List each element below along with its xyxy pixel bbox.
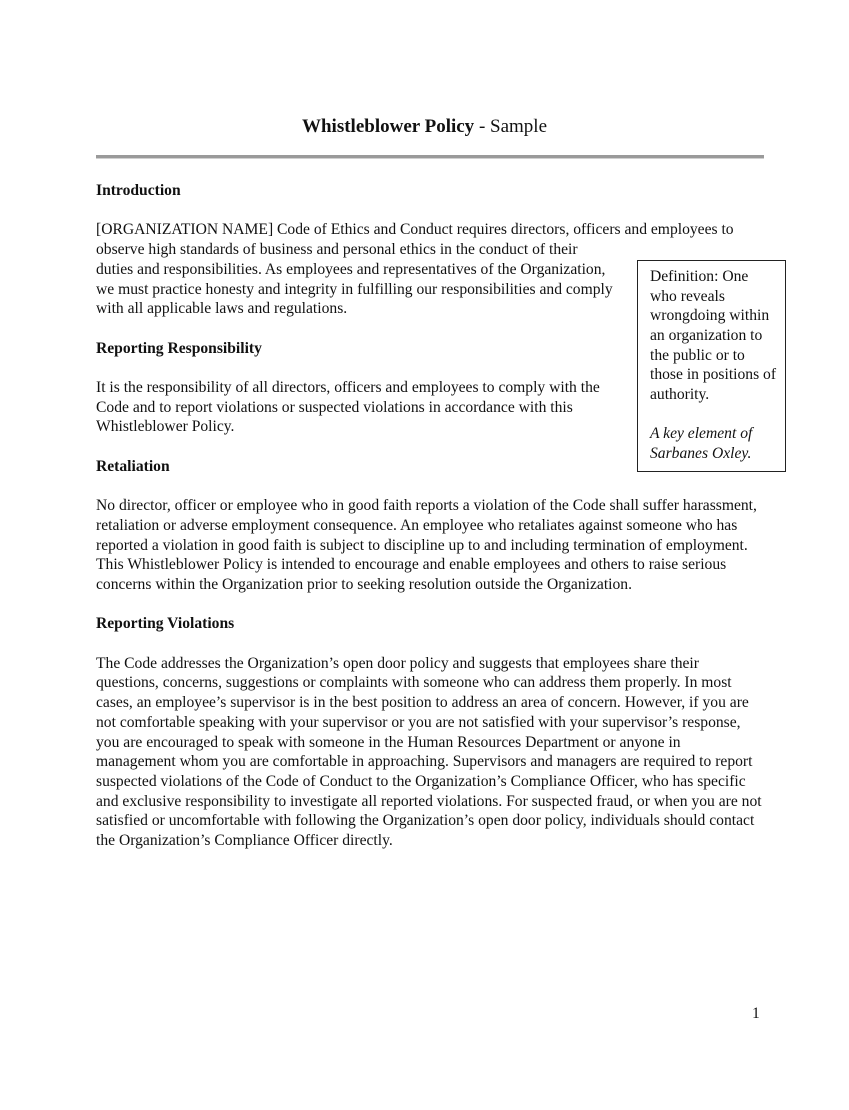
title-main: Whistleblower Policy [301,116,475,137]
reporting-responsibility-paragraph: It is the responsibility of all directors, officers and employees to comply with the Code and to report violations or suspected violations in accordance with this Whistleblower Policy. [96,378,600,436]
title-divider [96,155,764,159]
document-body [96,181,777,870]
retaliation-paragraph: No director, officer or employee who in good faith reports a violation of the Code shall suffer harassment, retaliation or adverse employment consequence. An employee who retaliates against someone who has reported a violation in good faith is subject to discipline up to and including termination of employment. This Whistleblower Policy is intended to encourage and enable employees and others to raise serious concerns within the Organization prior to seeking resolution outside the Organization. [96,497,757,593]
definition-callout-box [637,260,786,472]
section-heading-retaliation: Retaliation [96,457,170,475]
callout-note: A key element of Sarbanes Oxley. [650,425,753,463]
title-suffix: - Sample [474,116,548,137]
page-number: 1 [752,1005,760,1022]
callout-definition: Definition: One who reveals wrongdoing within an organization to the public or to those in positions of authority. [650,267,777,404]
introduction-text-line2: duties and responsibilities. As employees and representatives of the Organization, we must practice honesty and integrity in fulfilling our responsibilities and comply with all applicable laws and regulations. [96,260,613,318]
introduction-text-line1: [ORGANIZATION NAME] Code of Ethics and Conduct requires directors, officers and employees to observe high standards of business and personal ethics in the conduct of their [96,221,734,259]
document-title [0,116,849,138]
reporting-violations-paragraph: The Code addresses the Organization’s open door policy and suggests that employees share their questions, concerns, suggestions or complaints with someone who can address them properly. In most cases, an employee’s supervisor is in the best position to address an area of concern. However, if you are not comfortable speaking with your supervisor or you are not satisfied with your supervisor’s response, you are encouraged to speak with someone in the Human Resources Department or anyone in management whom you are comfortable in approaching. Supervisors and managers are required to report suspected violations of the Code of Conduct to the Organization’s Compliance Officer, who has specific and exclusive responsibility to investigate all reported violations. For suspected fraud, or when you are not satisfied or uncomfortable with following the Organization’s open door policy, individuals should contact the Organization’s Compliance Officer directly. [96,654,762,850]
introduction-paragraph [96,220,764,259]
section-heading-reporting-responsibility: Reporting Responsibility [96,339,262,357]
section-heading-reporting-violations: Reporting Violations [96,615,235,633]
section-heading-introduction: Introduction [96,182,181,199]
